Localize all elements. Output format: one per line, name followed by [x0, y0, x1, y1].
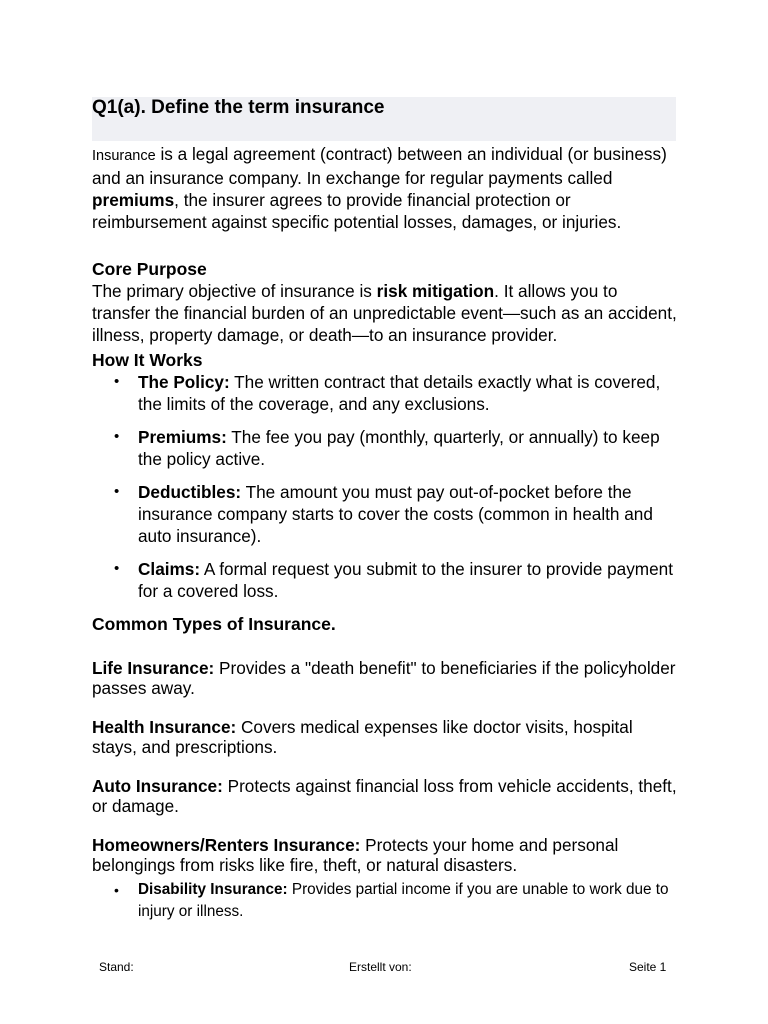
core-purpose-paragraph [92, 280, 678, 346]
list-item [92, 558, 678, 602]
list-item [92, 481, 678, 547]
type-text: Protects against financial loss from vehicle accidents, theft, or damage. [92, 776, 677, 816]
list-item-label: Claims: [138, 559, 201, 579]
list-item-label: Disability Insurance: [138, 881, 288, 898]
title-box [92, 97, 676, 141]
list-item [92, 371, 678, 415]
common-types-heading: Common Types of Insurance. [92, 614, 336, 634]
type-label: Life Insurance: [92, 658, 215, 678]
intro-lead: Insurance [92, 148, 156, 164]
core-text-1: The primary objective of insurance is [92, 281, 377, 301]
list-item-label: Deductibles: [138, 482, 242, 502]
type-paragraph [92, 717, 678, 757]
list-item [92, 426, 678, 470]
intro-paragraph [92, 143, 678, 233]
how-it-works-heading: How It Works [92, 350, 203, 370]
type-label: Health Insurance: [92, 717, 237, 737]
list-item-text: Provides partial income if you are unable to work due to injury or illness. [138, 881, 669, 920]
intro-text-1: is a legal agreement (contract) between an individual (or business) and an insurance company. In exchange for regular payments called [92, 144, 667, 188]
how-it-works-list [92, 371, 678, 602]
list-item-text: The fee you pay (monthly, quarterly, or annually) to keep the policy active. [138, 427, 660, 469]
page-title: Q1(a). Define the term insurance [92, 97, 385, 118]
core-purpose-heading: Core Purpose [92, 259, 207, 279]
disability-list [92, 879, 678, 923]
list-item-label: The Policy: [138, 372, 230, 392]
list-item-text: The amount you must pay out-of-pocket before the insurance company starts to cover the costs (common in health and auto insurance). [138, 482, 653, 546]
footer-page-number: Seite 1 [629, 960, 667, 974]
document-content [92, 97, 678, 923]
list-item-text: The written contract that details exactly what is covered, the limits of the coverage, and any exclusions. [138, 372, 661, 414]
type-label: Homeowners/Renters Insurance: [92, 835, 361, 855]
intro-bold: premiums [92, 190, 175, 210]
type-label: Auto Insurance: [92, 776, 223, 796]
type-paragraph [92, 835, 678, 875]
intro-text-2: , the insurer agrees to provide financial protection or reimbursement against specific potential losses, damages, or injuries. [92, 190, 622, 232]
type-text: Covers medical expenses like doctor visits, hospital stays, and prescriptions. [92, 717, 633, 757]
type-paragraph [92, 658, 678, 698]
page-footer [0, 960, 768, 976]
core-bold: risk mitigation [376, 281, 495, 301]
core-text-2: . It allows you to transfer the financial burden of an unpredictable event—such as an accident, illness, property damage, or death—to an insurance provider. [92, 281, 677, 345]
footer-created-by: Erstellt von: [349, 960, 412, 974]
list-item [92, 879, 678, 923]
footer-stand: Stand: [99, 960, 134, 974]
list-item-text: A formal request you submit to the insurer to provide payment for a covered loss. [138, 559, 673, 601]
type-text: Protects your home and personal belongings from risks like fire, theft, or natural disasters. [92, 835, 619, 875]
type-text: Provides a "death benefit" to beneficiaries if the policyholder passes away. [92, 658, 676, 698]
list-item-label: Premiums: [138, 427, 227, 447]
type-paragraph [92, 776, 678, 816]
